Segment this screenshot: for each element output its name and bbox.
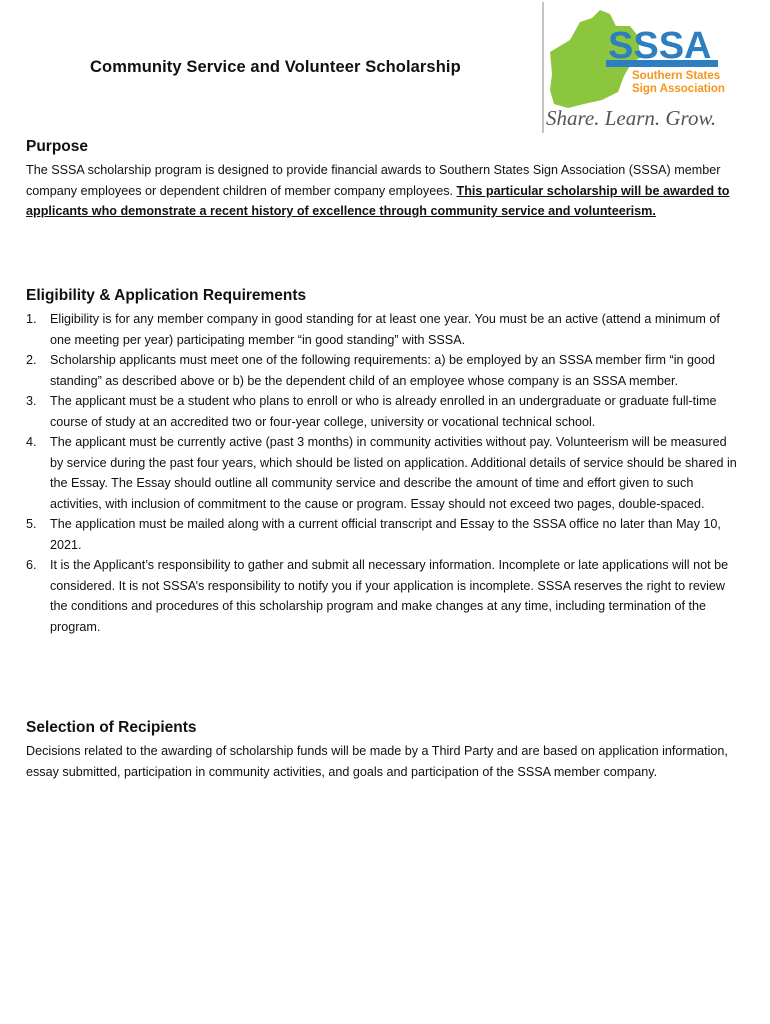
list-item bbox=[26, 555, 742, 637]
eligibility-list bbox=[26, 309, 742, 637]
purpose-emphasis: This particular scholarship will be awarded to applicants who demonstrate a recent history of excellence through community service and volunteerism. bbox=[26, 183, 730, 218]
page-title: Community Service and Volunteer Scholarship bbox=[90, 58, 461, 76]
logo-mark: SSSA bbox=[608, 25, 712, 67]
sssa-logo bbox=[540, 0, 730, 135]
eligibility-heading: Eligibility & Application Requirements bbox=[26, 287, 307, 304]
list-item bbox=[26, 432, 742, 514]
list-item-number: 6. bbox=[26, 558, 37, 572]
purpose-heading: Purpose bbox=[26, 138, 89, 155]
purpose-text: The SSSA scholarship program is designed to provide financial awards to Southern States Sign Association (SSSA) member company employees or dependent children of member company employees. bbox=[26, 163, 721, 198]
list-item-number: 1. bbox=[26, 312, 37, 326]
list-item-text: Eligibility is for any member company in good standing for at least one year. You must be an active (attend a minimum of one meeting per year) participating member “in good standing” with SSSA. bbox=[50, 312, 720, 347]
list-item bbox=[26, 309, 742, 350]
list-item-text: The application must be mailed along with a current official transcript and Essay to the SSSA office no later than May 10, 2021. bbox=[50, 517, 721, 552]
list-item bbox=[26, 350, 742, 391]
list-item-number: 4. bbox=[26, 435, 37, 449]
list-item-text: The applicant must be a student who plans to enroll or who is already enrolled in an undergraduate or graduate full-time course of study at an accredited two or four-year college, university or vocational technical school. bbox=[50, 394, 717, 429]
logo-name-line1: Southern States bbox=[632, 70, 721, 82]
purpose-paragraph bbox=[26, 160, 746, 222]
list-item-number: 3. bbox=[26, 394, 37, 408]
sssa-logo-graphic bbox=[540, 0, 730, 135]
selection-paragraph: Decisions related to the awarding of scholarship funds will be made by a Third Party and are based on application information, essay submitted, participation in community activities, and goals and participation of the SSSA member company. bbox=[26, 744, 728, 779]
logo-tagline: Share. Learn. Grow. bbox=[546, 106, 717, 130]
list-item-number: 5. bbox=[26, 517, 37, 531]
selection-heading: Selection of Recipients bbox=[26, 719, 197, 736]
list-item-text: The applicant must be currently active (past 3 months) in community activities without pay. Volunteerism will be measured by service during the past four years, which should be listed on application. Additional details of service should be shared in the Essay. The Essay should outline all community service and describe the amount of time and effort given to such activities, with inclusion of commitment to the cause or program. Essay should not exceed two pages, double-spaced. bbox=[50, 435, 737, 511]
list-item-text: It is the Applicant’s responsibility to gather and submit all necessary information. Incomplete or late applications will not be considered. It is not SSSA’s responsibility to notify you if your application is incomplete. SSSA reserves the right to review the conditions and procedures of this scholarship program and make changes at any time, including termination of the program. bbox=[50, 558, 729, 634]
list-item-number: 2. bbox=[26, 353, 37, 367]
logo-name-line2: Sign Association bbox=[632, 83, 725, 95]
list-item-text: Scholarship applicants must meet one of the following requirements: a) be employed by an SSSA member firm “in good standing” as described above or b) be the dependent child of an employee whose company is an SSSA member. bbox=[50, 353, 716, 388]
list-item bbox=[26, 391, 742, 432]
list-item bbox=[26, 514, 742, 555]
